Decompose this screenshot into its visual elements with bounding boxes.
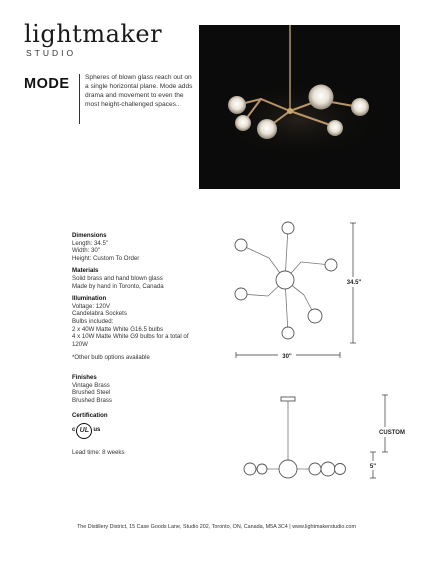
logo-wordmark: lightmaker — [24, 20, 163, 48]
top-view-drawing — [228, 220, 388, 365]
side-view-illustration — [228, 390, 413, 490]
top-view-illustration — [228, 220, 388, 365]
width-dimension-label: 30" — [282, 354, 292, 360]
spec-length: Length: 34.5" — [72, 239, 109, 247]
spec-bulbs: 2 x 40W Matte White G16.5 bulbs — [72, 325, 164, 333]
finishes-section — [72, 374, 200, 404]
dimensions-heading: Dimensions — [72, 232, 107, 239]
materials-heading: Materials — [72, 267, 99, 275]
product-description: Spheres of blown glass reach out on a single horizontal plane. Mode adds drama and movement to even the most height-challenged spaces.. — [85, 74, 193, 108]
drop-dimension-label: 5" — [369, 464, 377, 470]
spec-sheet — [72, 232, 200, 461]
spec-sockets: Candelabra Sockets — [72, 310, 127, 318]
finishes-heading: Finishes — [72, 373, 97, 381]
bulb-note: *Other bulb options available — [72, 354, 150, 362]
illumination-heading: Illumination — [72, 295, 107, 303]
certification-section — [72, 412, 200, 456]
chandelier-photo — [199, 25, 400, 189]
product-name: MODE — [24, 76, 70, 92]
ul-suffix: us — [93, 427, 101, 434]
brand-logo — [24, 22, 162, 58]
footer-address: The Distillery District, 15 Case Goods Lane, Studio 202, Toronto, ON, Canada, M5A 3C4 | www.lightmakerstudio.com — [76, 524, 357, 530]
height-dimension-label: CUSTOM — [379, 430, 405, 436]
ul-certification-icon — [72, 423, 200, 439]
side-view-drawing — [228, 390, 413, 490]
logo-subtitle: STUDIO — [26, 48, 77, 58]
spec-bulbs-included: Bulbs included: — [72, 317, 114, 325]
lead-time: Lead time: 8 weeks — [72, 448, 125, 456]
illumination-section — [72, 295, 200, 362]
spec-bulbs: 4 x 10W Matte White G9 bulbs for a total of 120W — [72, 333, 189, 348]
spec-width: Width: 30" — [72, 247, 100, 255]
finish-option: Brushed Brass — [72, 396, 112, 404]
materials-section — [72, 267, 200, 290]
dimensions-section — [72, 232, 200, 262]
finish-option: Brushed Steel — [72, 389, 111, 397]
product-photo — [199, 25, 400, 189]
spec-material: Solid brass and hand blown glass — [72, 274, 163, 282]
spec-height: Height: Custom To Order — [72, 254, 140, 262]
title-divider — [79, 74, 80, 124]
spec-material: Made by hand in Toronto, Canada — [72, 282, 164, 290]
length-dimension-label: 34.5" — [346, 280, 362, 286]
certification-heading: Certification — [72, 412, 108, 420]
finish-option: Vintage Brass — [72, 381, 110, 389]
ul-logo: UL — [76, 423, 92, 439]
spec-voltage: Voltage: 120V — [72, 302, 110, 310]
ul-prefix: c — [72, 427, 76, 434]
